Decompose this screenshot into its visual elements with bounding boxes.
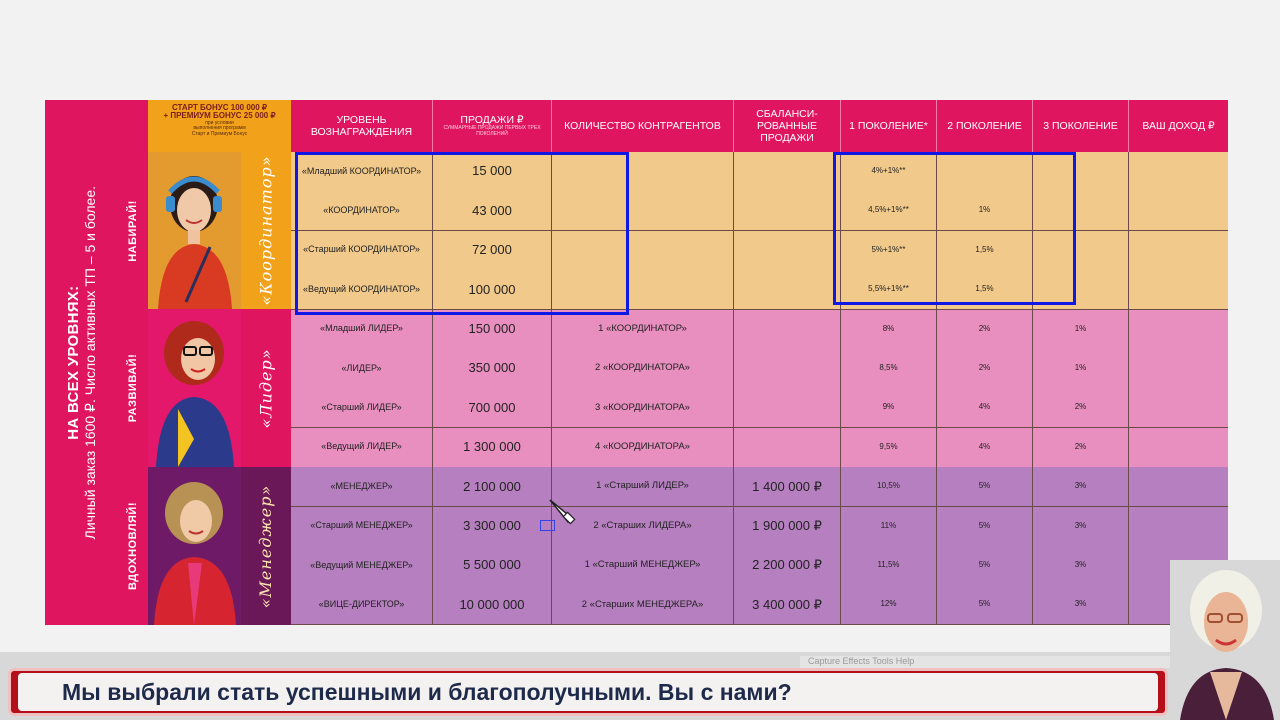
cell-level: «КООРДИНАТОР» — [291, 191, 433, 230]
cell-income — [1129, 349, 1228, 388]
header-gen1: 1 ПОКОЛЕНИЕ* — [841, 100, 937, 152]
cell-partners: 2 «Старших МЕНЕДЖЕРА» — [552, 585, 734, 624]
cell-gen1: 8% — [841, 310, 937, 349]
coordinator-photo — [148, 152, 241, 309]
header-sales-sub: СУММАРНЫЕ ПРОДАЖИ ПЕРВЫХ ТРЕХ ПОКОЛЕНИЙ — [443, 125, 541, 138]
cell-balanced — [734, 270, 841, 309]
cell-level: «Старший ЛИДЕР» — [291, 388, 433, 427]
stage-develop-label: РАЗВИВАЙ! — [127, 353, 139, 423]
cell-gen2: 5% — [937, 585, 1033, 624]
cell-balanced — [734, 349, 841, 388]
highlight-box-generations — [833, 152, 1076, 305]
cell-gen1: 10,5% — [841, 467, 937, 506]
stage-inspire — [118, 467, 148, 625]
cell-gen3: 3% — [1033, 507, 1129, 546]
cell-gen3: 2% — [1033, 428, 1129, 467]
stage-inspire-label: ВДОХНОВЛЯЙ! — [127, 502, 140, 590]
header-partners: КОЛИЧЕСТВО КОНТРАГЕНТОВ — [552, 100, 734, 152]
cell-partners: 2 «Старших ЛИДЕРА» — [552, 507, 734, 546]
cell-sales: 43 000 — [433, 191, 552, 230]
cell-gen3: 3% — [1033, 467, 1129, 506]
cell-gen2: 1,5% — [937, 231, 1033, 270]
cell-level: «Старший МЕНЕДЖЕР» — [291, 507, 433, 546]
manager-script: «Менеджер» — [256, 484, 276, 608]
cell-level: «ЛИДЕР» — [291, 349, 433, 388]
cell-partners: 3 «КООРДИНАТОРА» — [552, 388, 734, 427]
cell-sales: 5 500 000 — [433, 546, 552, 585]
cell-level: «МЕНЕДЖЕР» — [291, 467, 433, 506]
cell-gen1: 8,5% — [841, 349, 937, 388]
requirements-title: НА ВСЕХ УРОВНЯХ: — [64, 285, 82, 440]
cell-income — [1129, 310, 1228, 349]
cell-gen3: 1% — [1033, 349, 1129, 388]
stage-recruit — [118, 152, 148, 309]
cell-gen2: 1% — [937, 191, 1033, 230]
bonus-line-2: + ПРЕМИУМ БОНУС 25 000 ₽ — [163, 111, 276, 121]
cell-partners: 1 «Старший МЕНЕДЖЕР» — [552, 546, 734, 585]
header-sales: ПРОДАЖИ ₽ — [460, 114, 524, 127]
table-row — [291, 349, 1228, 389]
cell-gen2: 4% — [937, 388, 1033, 427]
cell-gen2: 5% — [937, 507, 1033, 546]
cell-balanced — [734, 310, 841, 349]
requirements-vertical-text — [45, 100, 118, 625]
bonus-fine-2: выполнения программ — [193, 125, 246, 132]
cell-gen3: 3% — [1033, 546, 1129, 585]
cell-sales: 100 000 — [433, 270, 552, 309]
cell-sales: 700 000 — [433, 388, 552, 427]
leader-photo — [148, 309, 241, 467]
cell-gen2: 5% — [937, 546, 1033, 585]
table-row — [291, 310, 1228, 350]
cell-balanced: 1 400 000 ₽ — [734, 467, 841, 506]
bonus-line-1: СТАРТ БОНУС 100 000 ₽ — [171, 103, 268, 112]
cell-partners: 1 «КООРДИНАТОР» — [552, 310, 734, 349]
cell-gen2: 1,5% — [937, 270, 1033, 309]
start-bonus-cell — [148, 100, 291, 152]
bonus-fine-3: Старт и Премиум Бонус — [191, 130, 248, 137]
table-row — [291, 585, 1228, 625]
coordinator-script: «Координатор» — [256, 155, 276, 306]
cell-sales: 15 000 — [433, 152, 552, 191]
header-sales-cell — [433, 100, 552, 152]
leader-script: «Лидер» — [256, 347, 276, 429]
cell-income — [1129, 507, 1228, 546]
cell-partners: 4 «КООРДИНАТОРА» — [552, 428, 734, 467]
cell-balanced: 2 200 000 ₽ — [734, 546, 841, 585]
cell-gen1: 11% — [841, 507, 937, 546]
table-header — [291, 100, 1228, 152]
cell-gen1: 12% — [841, 585, 937, 624]
header-income: ВАШ ДОХОД ₽ — [1142, 119, 1215, 132]
cell-balanced — [734, 152, 841, 191]
cell-level: «Ведущий МЕНЕДЖЕР» — [291, 546, 433, 585]
cell-gen3: 3% — [1033, 585, 1129, 624]
cell-balanced: 1 900 000 ₽ — [734, 507, 841, 546]
table-row — [291, 428, 1228, 468]
coordinator-script-cell — [241, 152, 291, 309]
cell-gen2: 5% — [937, 467, 1033, 506]
cell-income — [1129, 152, 1228, 191]
header-level: УРОВЕНЬ ВОЗНАГРАЖДЕНИЯ — [291, 100, 433, 152]
cell-sales: 72 000 — [433, 231, 552, 270]
header-gen2: 2 ПОКОЛЕНИЕ — [937, 100, 1033, 152]
cell-balanced — [734, 428, 841, 467]
cell-gen2: 2% — [937, 310, 1033, 349]
table-row — [291, 507, 1228, 547]
cell-gen1: 9% — [841, 388, 937, 427]
cell-income — [1129, 231, 1228, 270]
cell-gen1: 9,5% — [841, 428, 937, 467]
cell-balanced: 3 400 000 ₽ — [734, 585, 841, 624]
cell-level: «Младший ЛИДЕР» — [291, 310, 433, 349]
background-menu-fragment: Capture Effects Tools Help — [800, 656, 1180, 668]
cell-level: «Ведущий КООРДИНАТОР» — [291, 270, 433, 309]
leader-script-cell — [241, 309, 291, 467]
manager-script-cell — [241, 467, 291, 625]
cell-income — [1129, 388, 1228, 427]
cell-partners: 1 «Старший ЛИДЕР» — [552, 467, 734, 506]
cell-sales: 350 000 — [433, 349, 552, 388]
bonus-fine-1: при условии — [205, 119, 234, 126]
stage-develop — [118, 309, 148, 467]
cell-gen1: 4%+1%** — [841, 152, 937, 191]
cell-balanced — [734, 191, 841, 230]
cell-income — [1129, 428, 1228, 467]
header-balanced: СБАЛАНСИ-РОВАННЫЕ ПРОДАЖИ — [734, 100, 841, 152]
highlight-box-levels — [295, 152, 629, 315]
cell-gen1: 5,5%+1%** — [841, 270, 937, 309]
cell-gen3: 2% — [1033, 388, 1129, 427]
caption-text: Мы выбрали стать успешными и благополучными. Вы с нами? — [62, 678, 792, 705]
manager-photo — [148, 467, 241, 625]
cell-income — [1129, 467, 1228, 506]
table-row — [291, 388, 1228, 428]
cell-level: «ВИЦЕ-ДИРЕКТОР» — [291, 585, 433, 624]
cell-level: «Младший КООРДИНАТОР» — [291, 152, 433, 191]
cell-level: «Ведущий ЛИДЕР» — [291, 428, 433, 467]
mouse-cursor-icon — [548, 498, 578, 533]
cell-gen1: 5%+1%** — [841, 231, 937, 270]
cell-gen2: 4% — [937, 428, 1033, 467]
cell-gen1: 11,5% — [841, 546, 937, 585]
cell-balanced — [734, 231, 841, 270]
cell-sales: 2 100 000 — [433, 467, 552, 506]
cell-gen1: 4,5%+1%** — [841, 191, 937, 230]
cell-level: «Старший КООРДИНАТОР» — [291, 231, 433, 270]
cell-income — [1129, 270, 1228, 309]
cell-sales: 3 300 000 — [433, 507, 552, 546]
cell-income — [1129, 191, 1228, 230]
cell-sales: 1 300 000 — [433, 428, 552, 467]
cell-gen3: 1% — [1033, 310, 1129, 349]
caption-banner — [18, 673, 1158, 711]
cell-balanced — [734, 388, 841, 427]
stage-recruit-label: НАБИРАЙ! — [127, 199, 139, 262]
requirements-text: Личный заказ 1600 ₽. Число активных ТП – 5 и более. — [82, 185, 99, 540]
cell-gen2: 2% — [937, 349, 1033, 388]
table-row — [291, 546, 1228, 586]
cell-partners: 2 «КООРДИНАТОРА» — [552, 349, 734, 388]
presenter-video — [1170, 560, 1280, 720]
header-gen3: 3 ПОКОЛЕНИЕ — [1033, 100, 1129, 152]
cell-sales: 150 000 — [433, 310, 552, 349]
table-row — [291, 467, 1228, 507]
cell-sales: 10 000 000 — [433, 585, 552, 624]
